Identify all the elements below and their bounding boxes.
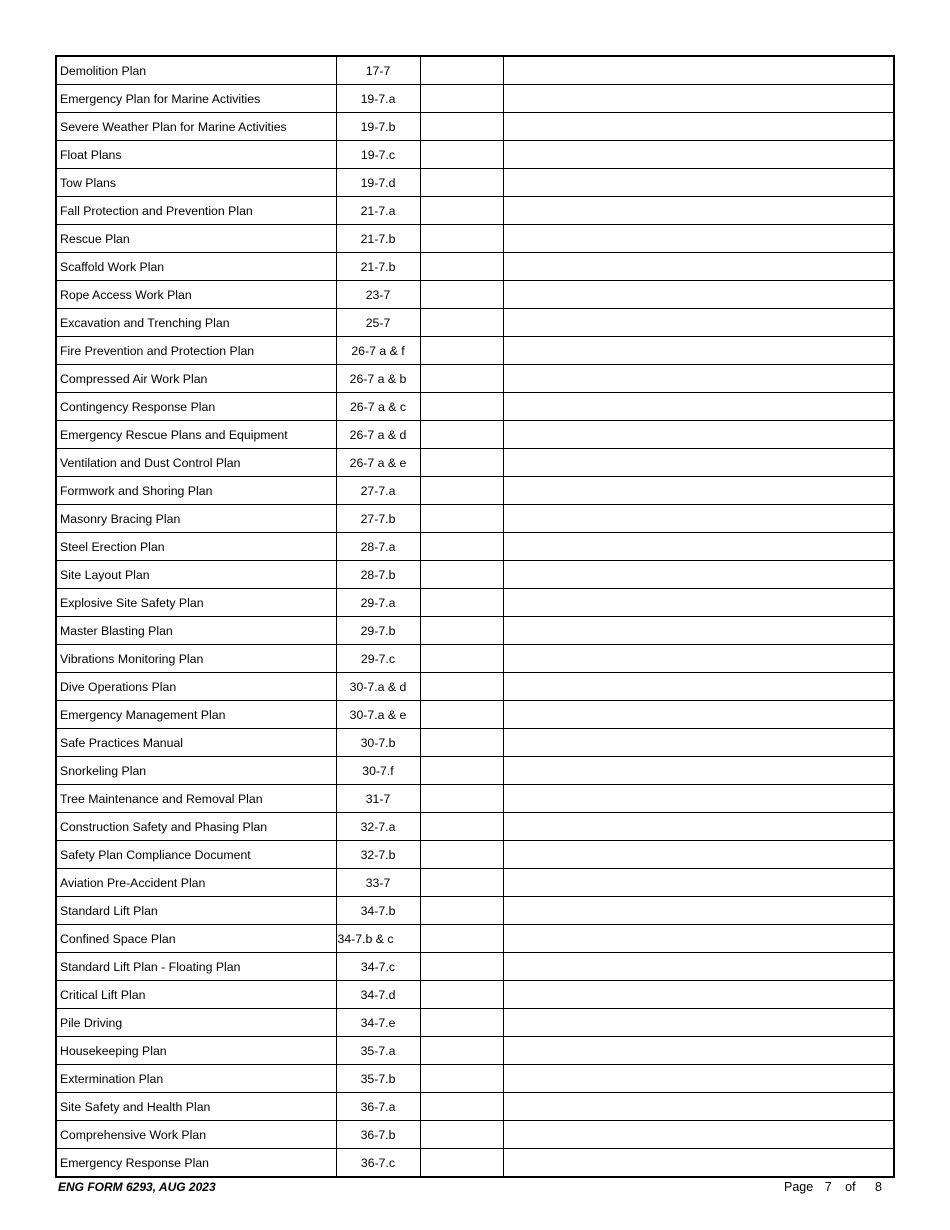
- plan-name-cell: Steel Erection Plan: [56, 533, 336, 561]
- plan-name-cell: Formwork and Shoring Plan: [56, 477, 336, 505]
- table-row: [56, 701, 894, 729]
- plan-name-cell: Emergency Management Plan: [56, 701, 336, 729]
- table-row: [56, 617, 894, 645]
- paragraph-reference-cell: 30-7.f: [336, 757, 420, 785]
- paragraph-reference-cell: 17-7: [336, 56, 420, 85]
- paragraph-reference-cell: 26-7 a & c: [336, 393, 420, 421]
- entry-cell-wide[interactable]: [503, 757, 894, 785]
- plan-name-cell: Rope Access Work Plan: [56, 281, 336, 309]
- entry-cell-wide[interactable]: [503, 533, 894, 561]
- page-number: 7: [824, 1180, 832, 1194]
- entry-cell-short[interactable]: [420, 85, 503, 113]
- entry-cell-short[interactable]: [420, 729, 503, 757]
- entry-cell-wide[interactable]: [503, 85, 894, 113]
- plan-name-cell: Comprehensive Work Plan: [56, 1121, 336, 1149]
- paragraph-reference-cell: 30-7.b: [336, 729, 420, 757]
- entry-cell-wide[interactable]: [503, 813, 894, 841]
- entry-cell-wide[interactable]: [503, 701, 894, 729]
- paragraph-reference-cell: 25-7: [336, 309, 420, 337]
- entry-cell-wide[interactable]: [503, 953, 894, 981]
- plan-name-cell: Excavation and Trenching Plan: [56, 309, 336, 337]
- plan-name-cell: Tow Plans: [56, 169, 336, 197]
- entry-cell-short[interactable]: [420, 645, 503, 673]
- entry-cell-short[interactable]: [420, 421, 503, 449]
- paragraph-reference-cell: 19-7.a: [336, 85, 420, 113]
- table-row: [56, 449, 894, 477]
- paragraph-reference-cell: 34-7.c: [336, 953, 420, 981]
- paragraph-reference-cell: 30-7.a & d: [336, 673, 420, 701]
- entry-cell-wide[interactable]: [503, 785, 894, 813]
- entry-cell-wide[interactable]: [503, 981, 894, 1009]
- paragraph-reference-cell: 19-7.d: [336, 169, 420, 197]
- plan-name-cell: Fire Prevention and Protection Plan: [56, 337, 336, 365]
- plan-name-cell: Housekeeping Plan: [56, 1037, 336, 1065]
- paragraph-reference-cell: 29-7.b: [336, 617, 420, 645]
- entry-cell-wide[interactable]: [503, 1009, 894, 1037]
- table-row: [56, 421, 894, 449]
- entry-cell-wide[interactable]: [503, 337, 894, 365]
- page-label: Page: [784, 1180, 814, 1194]
- entry-cell-short[interactable]: [420, 701, 503, 729]
- plan-name-cell: Emergency Plan for Marine Activities: [56, 85, 336, 113]
- paragraph-reference-cell: 32-7.b: [336, 841, 420, 869]
- entry-cell-short[interactable]: [420, 1093, 503, 1121]
- table-row: [56, 1149, 894, 1178]
- entry-cell-wide[interactable]: [503, 1093, 894, 1121]
- entry-cell-wide[interactable]: [503, 729, 894, 757]
- plan-name-cell: Rescue Plan: [56, 225, 336, 253]
- entry-cell-short[interactable]: [420, 757, 503, 785]
- plan-name-cell: Masonry Bracing Plan: [56, 505, 336, 533]
- paragraph-reference-cell: 34-7.e: [336, 1009, 420, 1037]
- entry-cell-short[interactable]: [420, 925, 503, 953]
- paragraph-reference-cell: 19-7.c: [336, 141, 420, 169]
- table-row: [56, 645, 894, 673]
- table-row: [56, 281, 894, 309]
- table-row: [56, 1121, 894, 1149]
- paragraph-reference-cell: 35-7.a: [336, 1037, 420, 1065]
- entry-cell-wide[interactable]: [503, 1149, 894, 1178]
- entry-cell-wide[interactable]: [503, 141, 894, 169]
- paragraph-reference-cell: 36-7.a: [336, 1093, 420, 1121]
- table-row: [56, 477, 894, 505]
- table-row: [56, 897, 894, 925]
- paragraph-reference-cell: 23-7: [336, 281, 420, 309]
- plan-name-cell: Safe Practices Manual: [56, 729, 336, 757]
- table-row: [56, 981, 894, 1009]
- paragraph-reference-cell: 21-7.b: [336, 225, 420, 253]
- entry-cell-short[interactable]: [420, 561, 503, 589]
- entry-cell-wide[interactable]: [503, 253, 894, 281]
- entry-cell-short[interactable]: [420, 1149, 503, 1178]
- table-row: [56, 1037, 894, 1065]
- paragraph-reference-cell: 30-7.a & e: [336, 701, 420, 729]
- entry-cell-wide[interactable]: [503, 309, 894, 337]
- entry-cell-wide[interactable]: [503, 477, 894, 505]
- of-label: of: [845, 1180, 856, 1194]
- paragraph-reference-cell: 26-7 a & f: [336, 337, 420, 365]
- table-row: [56, 365, 894, 393]
- table-row: [56, 253, 894, 281]
- plan-name-cell: Master Blasting Plan: [56, 617, 336, 645]
- paragraph-reference-cell: 33-7: [336, 869, 420, 897]
- entry-cell-wide[interactable]: [503, 897, 894, 925]
- table-row: [56, 869, 894, 897]
- paragraph-reference-cell: 32-7.a: [336, 813, 420, 841]
- plan-name-cell: Demolition Plan: [56, 56, 336, 85]
- table-row: [56, 309, 894, 337]
- paragraph-reference-cell: 27-7.a: [336, 477, 420, 505]
- plan-name-cell: Extermination Plan: [56, 1065, 336, 1093]
- paragraph-reference-cell: 28-7.a: [336, 533, 420, 561]
- plan-name-cell: Contingency Response Plan: [56, 393, 336, 421]
- table-row: [56, 141, 894, 169]
- table-row: [56, 85, 894, 113]
- plan-checklist-body: [56, 56, 894, 1177]
- entry-cell-short[interactable]: [420, 169, 503, 197]
- paragraph-reference-cell: 34-7.d: [336, 981, 420, 1009]
- entry-cell-wide[interactable]: [503, 56, 894, 85]
- entry-cell-short[interactable]: [420, 337, 503, 365]
- table-row: [56, 337, 894, 365]
- plan-name-cell: Aviation Pre-Accident Plan: [56, 869, 336, 897]
- entry-cell-short[interactable]: [420, 533, 503, 561]
- table-row: [56, 729, 894, 757]
- page-indicator: [784, 1180, 882, 1194]
- entry-cell-wide[interactable]: [503, 617, 894, 645]
- table-row: [56, 813, 894, 841]
- entry-cell-wide[interactable]: [503, 225, 894, 253]
- paragraph-reference-cell: 31-7: [336, 785, 420, 813]
- entry-cell-short[interactable]: [420, 56, 503, 85]
- entry-cell-short[interactable]: [420, 673, 503, 701]
- entry-cell-short[interactable]: [420, 869, 503, 897]
- entry-cell-wide[interactable]: [503, 869, 894, 897]
- plan-name-cell: Pile Driving: [56, 1009, 336, 1037]
- entry-cell-short[interactable]: [420, 1121, 503, 1149]
- entry-cell-short[interactable]: [420, 113, 503, 141]
- table-row: [56, 785, 894, 813]
- table-row: [56, 1065, 894, 1093]
- entry-cell-short[interactable]: [420, 365, 503, 393]
- entry-cell-short[interactable]: [420, 197, 503, 225]
- table-row: [56, 1009, 894, 1037]
- plan-name-cell: Confined Space Plan: [56, 925, 336, 953]
- entry-cell-short[interactable]: [420, 953, 503, 981]
- entry-cell-wide[interactable]: [503, 365, 894, 393]
- plan-name-cell: Float Plans: [56, 141, 336, 169]
- entry-cell-short[interactable]: [420, 897, 503, 925]
- paragraph-reference-cell: 36-7.b: [336, 1121, 420, 1149]
- entry-cell-wide[interactable]: [503, 505, 894, 533]
- entry-cell-short[interactable]: [420, 617, 503, 645]
- paragraph-reference-cell: 26-7 a & d: [336, 421, 420, 449]
- entry-cell-short[interactable]: [420, 393, 503, 421]
- table-row: [56, 953, 894, 981]
- entry-cell-wide[interactable]: [503, 281, 894, 309]
- entry-cell-short[interactable]: [420, 1009, 503, 1037]
- entry-cell-short[interactable]: [420, 141, 503, 169]
- paragraph-reference-cell: 36-7.c: [336, 1149, 420, 1178]
- plan-name-cell: Site Safety and Health Plan: [56, 1093, 336, 1121]
- entry-cell-short[interactable]: [420, 1065, 503, 1093]
- paragraph-reference-cell: 26-7 a & b: [336, 365, 420, 393]
- entry-cell-wide[interactable]: [503, 645, 894, 673]
- entry-cell-wide[interactable]: [503, 169, 894, 197]
- table-row: [56, 1093, 894, 1121]
- plan-checklist-table: [55, 55, 895, 1178]
- plan-name-cell: Fall Protection and Prevention Plan: [56, 197, 336, 225]
- entry-cell-short[interactable]: [420, 281, 503, 309]
- paragraph-reference-cell: 21-7.b: [336, 253, 420, 281]
- table-row: [56, 197, 894, 225]
- entry-cell-wide[interactable]: [503, 421, 894, 449]
- paragraph-reference-cell: 28-7.b: [336, 561, 420, 589]
- table-row: [56, 56, 894, 85]
- entry-cell-short[interactable]: [420, 589, 503, 617]
- entry-cell-short[interactable]: [420, 813, 503, 841]
- paragraph-reference-cell: 34-7.b: [336, 897, 420, 925]
- entry-cell-short[interactable]: [420, 1037, 503, 1065]
- plan-name-cell: Standard Lift Plan - Floating Plan: [56, 953, 336, 981]
- plan-name-cell: Scaffold Work Plan: [56, 253, 336, 281]
- entry-cell-wide[interactable]: [503, 449, 894, 477]
- entry-cell-short[interactable]: [420, 225, 503, 253]
- plan-name-cell: Tree Maintenance and Removal Plan: [56, 785, 336, 813]
- entry-cell-wide[interactable]: [503, 841, 894, 869]
- table-row: [56, 533, 894, 561]
- plan-name-cell: Explosive Site Safety Plan: [56, 589, 336, 617]
- paragraph-reference-cell: 21-7.a: [336, 197, 420, 225]
- paragraph-reference-cell: 27-7.b: [336, 505, 420, 533]
- entry-cell-wide[interactable]: [503, 1037, 894, 1065]
- plan-name-cell: Site Layout Plan: [56, 561, 336, 589]
- paragraph-reference-cell: 19-7.b: [336, 113, 420, 141]
- entry-cell-wide[interactable]: [503, 673, 894, 701]
- entry-cell-wide[interactable]: [503, 113, 894, 141]
- entry-cell-wide[interactable]: [503, 197, 894, 225]
- table-row: [56, 169, 894, 197]
- plan-name-cell: Snorkeling Plan: [56, 757, 336, 785]
- entry-cell-wide[interactable]: [503, 1065, 894, 1093]
- entry-cell-short[interactable]: [420, 981, 503, 1009]
- form-identifier: ENG FORM 6293, AUG 2023: [58, 1180, 216, 1194]
- paragraph-reference-cell: 26-7 a & e: [336, 449, 420, 477]
- entry-cell-wide[interactable]: [503, 925, 894, 953]
- entry-cell-short[interactable]: [420, 505, 503, 533]
- plan-name-cell: Emergency Response Plan: [56, 1149, 336, 1178]
- entry-cell-wide[interactable]: [503, 589, 894, 617]
- table-row: [56, 225, 894, 253]
- plan-name-cell: Construction Safety and Phasing Plan: [56, 813, 336, 841]
- paragraph-reference-cell: 29-7.c: [336, 645, 420, 673]
- plan-name-cell: Critical Lift Plan: [56, 981, 336, 1009]
- paragraph-reference-cell: 29-7.a: [336, 589, 420, 617]
- plan-name-cell: Dive Operations Plan: [56, 673, 336, 701]
- table-row: [56, 505, 894, 533]
- table-row: [56, 757, 894, 785]
- table-row: [56, 673, 894, 701]
- plan-name-cell: Compressed Air Work Plan: [56, 365, 336, 393]
- table-row: [56, 113, 894, 141]
- plan-name-cell: Standard Lift Plan: [56, 897, 336, 925]
- paragraph-reference-cell: 34-7.b & c: [336, 925, 420, 953]
- entry-cell-short[interactable]: [420, 253, 503, 281]
- table-row: [56, 841, 894, 869]
- plan-name-cell: Emergency Rescue Plans and Equipment: [56, 421, 336, 449]
- table-row: [56, 561, 894, 589]
- page-total: 8: [875, 1180, 882, 1194]
- entry-cell-short[interactable]: [420, 449, 503, 477]
- table-row: [56, 925, 894, 953]
- plan-name-cell: Safety Plan Compliance Document: [56, 841, 336, 869]
- entry-cell-short[interactable]: [420, 841, 503, 869]
- entry-cell-short[interactable]: [420, 477, 503, 505]
- entry-cell-wide[interactable]: [503, 393, 894, 421]
- table-row: [56, 393, 894, 421]
- table-row: [56, 589, 894, 617]
- entry-cell-short[interactable]: [420, 309, 503, 337]
- plan-name-cell: Ventilation and Dust Control Plan: [56, 449, 336, 477]
- plan-name-cell: Severe Weather Plan for Marine Activities: [56, 113, 336, 141]
- plan-name-cell: Vibrations Monitoring Plan: [56, 645, 336, 673]
- entry-cell-wide[interactable]: [503, 1121, 894, 1149]
- paragraph-reference-cell: 35-7.b: [336, 1065, 420, 1093]
- entry-cell-short[interactable]: [420, 785, 503, 813]
- entry-cell-wide[interactable]: [503, 561, 894, 589]
